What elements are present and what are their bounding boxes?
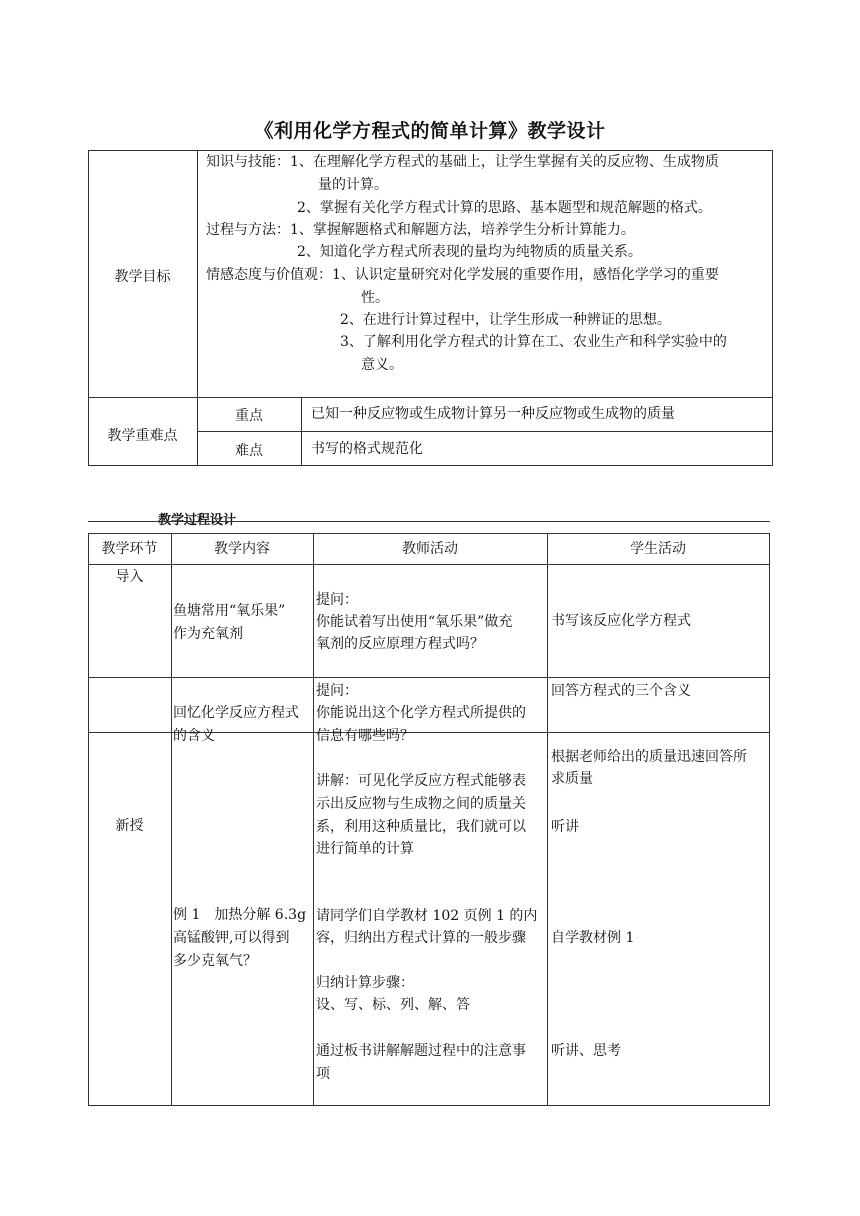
teacher-activity: 归纳计算步骤： bbox=[316, 975, 414, 991]
goal-line: 2、在进行计算过程中，让学生形成一种辨证的思想。 bbox=[340, 312, 671, 328]
section-title: 教学过程设计 bbox=[158, 513, 237, 528]
goal-line: 知识与技能：1、在理解化学方程式的基础上，让学生掌握有关的反应物、生成物质 bbox=[206, 154, 719, 170]
teacher-activity: 氧剂的反应原理方程式吗？ bbox=[316, 636, 484, 652]
teacher-activity: 通过板书讲解解题过程中的注意事 bbox=[316, 1043, 526, 1059]
goal-line: 过程与方法：1、掌握解题格式和解题方法，培养学生分析计算能力。 bbox=[206, 222, 635, 238]
content-item: 回忆化学反应方程式 bbox=[173, 705, 299, 721]
stage-intro: 导入 bbox=[115, 569, 144, 585]
key-point-text: 已知一种反应物或生成物计算另一种反应物或生成物的质量 bbox=[311, 406, 675, 422]
teacher-activity: 项 bbox=[316, 1066, 330, 1082]
teacher-activity: 请同学们自学教材 102 页例 1 的内 bbox=[316, 908, 538, 924]
goal-line: 2、掌握有关化学方程式计算的思路、基本题型和规范解题的格式。 bbox=[297, 200, 712, 216]
header-teacher: 教师活动 bbox=[402, 541, 458, 557]
content-item: 高锰酸钾,可以得到 bbox=[173, 930, 290, 946]
student-activity: 自学教材例 1 bbox=[551, 930, 635, 946]
teacher-activity: 讲解：可见化学反应方程式能够表 bbox=[316, 773, 526, 789]
teacher-activity: 系，利用这种质量比，我们就可以 bbox=[316, 819, 526, 835]
document-title: 《利用化学方程式的简单计算》教学设计 bbox=[254, 120, 606, 142]
hard-point-text: 书写的格式规范化 bbox=[311, 441, 423, 457]
teacher-activity: 你能说出这个化学方程式所提供的 bbox=[316, 705, 526, 721]
goal-line: 量的计算。 bbox=[318, 177, 388, 193]
teacher-activity: 你能试着写出使用“氧乐果”做充 bbox=[316, 614, 513, 630]
key-point-label: 重点 bbox=[235, 408, 263, 424]
student-activity: 听讲、思考 bbox=[551, 1043, 621, 1059]
teacher-activity: 容，归纳出方程式计算的一般步骤 bbox=[316, 930, 526, 946]
teacher-activity: 设、写、标、列、解、答 bbox=[316, 997, 470, 1013]
teacher-activity: 进行简单的计算 bbox=[316, 841, 414, 857]
header-student: 学生活动 bbox=[630, 541, 686, 557]
student-activity: 听讲 bbox=[551, 819, 579, 835]
student-activity: 回答方程式的三个含义 bbox=[551, 683, 691, 699]
student-activity: 书写该反应化学方程式 bbox=[551, 613, 691, 629]
student-activity: 求质量 bbox=[551, 771, 593, 787]
stage-new: 新授 bbox=[115, 818, 144, 834]
content-item: 例 1 加热分解 6.3g bbox=[173, 907, 307, 923]
header-stage: 教学环节 bbox=[101, 541, 158, 557]
content-item: 鱼塘常用“氧乐果” bbox=[173, 603, 286, 619]
goal-line: 意义。 bbox=[361, 357, 403, 373]
teacher-activity: 提问： bbox=[316, 592, 358, 608]
goal-line: 情感态度与价值观：1、认识定量研究对化学发展的重要作用，感悟化学学习的重要 bbox=[206, 267, 719, 283]
goal-label: 教学目标 bbox=[114, 269, 171, 285]
goal-line: 性。 bbox=[361, 290, 389, 306]
teacher-activity: 示出反应物与生成物之间的质量关 bbox=[316, 796, 526, 812]
student-activity: 根据老师给出的质量迅速回答所 bbox=[551, 749, 747, 765]
content-item: 多少克氧气？ bbox=[173, 953, 257, 969]
goal-line: 3、了解利用化学方程式的计算在工、农业生产和科学实验中的 bbox=[340, 334, 727, 350]
teacher-activity: 信息有哪些吗？ bbox=[316, 728, 414, 744]
teacher-activity: 提问： bbox=[316, 683, 358, 699]
goal-line: 2、知道化学方程式所表现的量均为纯物质的质量关系。 bbox=[297, 244, 642, 260]
content-item: 作为充氧剂 bbox=[173, 626, 243, 642]
content-item: 的含义 bbox=[173, 728, 215, 744]
header-content: 教学内容 bbox=[214, 541, 270, 557]
difficulty-label: 教学重难点 bbox=[107, 428, 178, 444]
hard-point-label: 难点 bbox=[235, 443, 263, 459]
